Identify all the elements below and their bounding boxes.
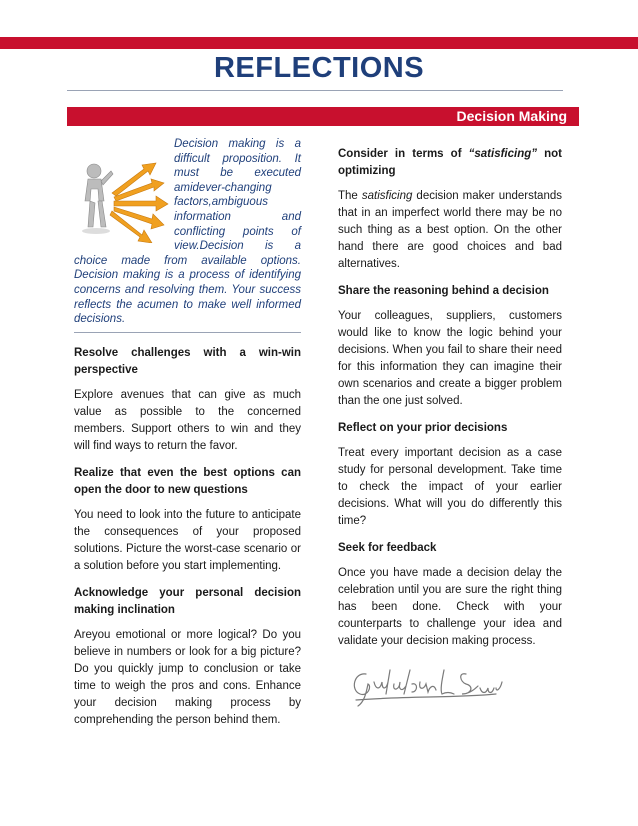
decision-arrows-figure-icon xyxy=(74,149,170,243)
text-part: The xyxy=(338,190,362,202)
section-text xyxy=(338,188,562,273)
right-column xyxy=(338,146,562,716)
intro-divider xyxy=(74,332,301,333)
section-text: Your colleagues, suppliers, customers would like to know the logic behind your decisions. When you fail to share their need for this information they can imagine their own scenarios and create a bigger problem than the one just solved. xyxy=(338,310,562,407)
section-text: Treat every important decision as a case study for personal development. Take time to check the impact of your earlier decisions. What will you do differently this time? xyxy=(338,447,562,527)
heading-part: not optimizing xyxy=(338,148,562,177)
title-divider xyxy=(67,90,563,91)
section-heading: Realize that even the best options can open the door to new questions xyxy=(74,466,301,496)
section-heading: Share the reasoning behind a decision xyxy=(338,285,549,297)
heading-part: Consider in terms of xyxy=(338,148,469,160)
section-banner: Decision Making xyxy=(67,107,579,126)
left-column xyxy=(74,137,301,739)
section-text: You need to look into the future to anticipate the consequences of your proposed solutions. Picture the worst-case scenario or a solution before you start implementing. xyxy=(74,508,301,572)
top-red-band xyxy=(0,37,638,49)
section-heading: Seek for feedback xyxy=(338,542,437,554)
heading-emphasis: “satisficing” xyxy=(468,148,538,160)
section-text: Once you have made a decision delay the celebration until you are sure the right thing has been done. Check with your counterparts to challenge your idea and validate your decision making process. xyxy=(338,567,562,647)
intro-block xyxy=(74,137,301,327)
section-heading: Resolve challenges with a win-win perspective xyxy=(74,346,301,376)
section-text: Explore avenues that can give as much value as possible to the concerned members. Support others to win and they will find ways to return the favor. xyxy=(74,388,301,452)
section-heading: Acknowledge your personal decision making inclination xyxy=(74,586,301,616)
signature-icon xyxy=(346,660,506,710)
section-heading: Reflect on your prior decisions xyxy=(338,422,508,434)
text-part: decision maker understands that in an imperfect world there may be no such thing as a best option. On the other hand there are good choices and bad alternatives. xyxy=(338,190,562,270)
intro-text: Decision making is a difficult proposition. It must be executed amidever-changing factors,ambiguous information and conflicting points of view.Decision is a choice made from available options. Decision making is a process of identifying concerns and resolving them. Your success reflects the acumen to make well informed decisions. xyxy=(74,138,301,326)
section-heading xyxy=(338,146,562,180)
page-title: REFLECTIONS xyxy=(213,52,425,84)
section-text: Areyou emotional or more logical? Do you believe in numbers or look for a big picture? Do you quickly jump to conclusion or take time to weigh the pros and cons. Enhance your decision making process by comprehending the person behind them. xyxy=(74,628,301,726)
text-emphasis: satisficing xyxy=(361,190,413,202)
